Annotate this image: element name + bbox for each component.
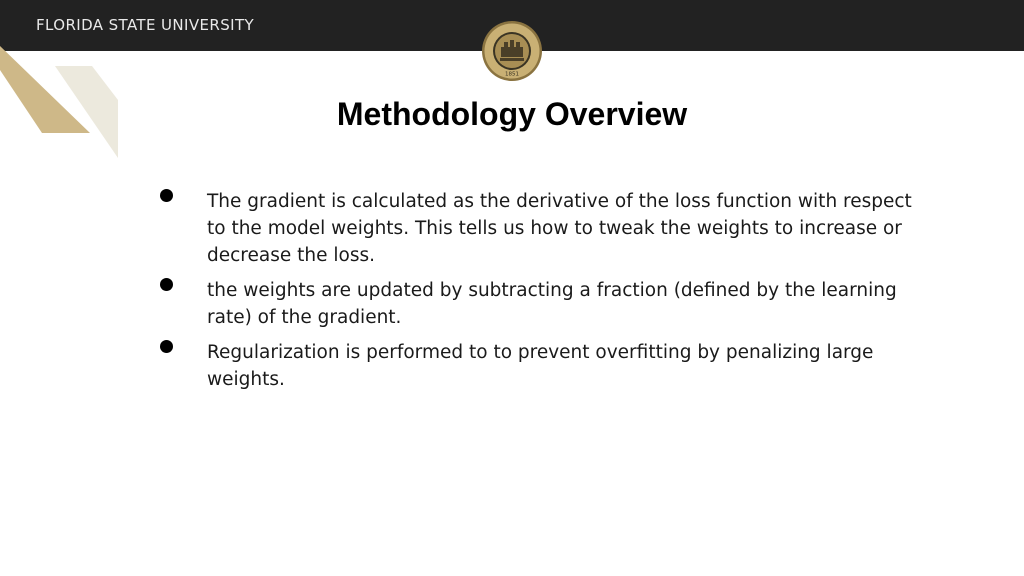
bullet-dot-icon (160, 278, 173, 291)
slide-title: Methodology Overview (336, 96, 688, 132)
bullet-item (158, 339, 918, 393)
bullet-text: The gradient is calculated as the derivative of the loss function with respect to the model weights. This tells us how to tweak the weights to increase or decrease the loss. (207, 191, 912, 266)
bullet-list (158, 188, 918, 401)
bullet-dot-icon (160, 189, 173, 202)
seal-year: 1851 (505, 71, 519, 78)
corner-decoration (0, 0, 130, 170)
bullet-text: Regularization is performed to to prevent overfitting by penalizing large weights. (207, 342, 874, 390)
bullet-dot-icon (160, 340, 173, 353)
bullet-item (158, 277, 918, 331)
university-seal (481, 20, 543, 82)
bullet-text: the weights are updated by subtracting a fraction (defined by the learning rate) of the gradient. (207, 280, 897, 328)
university-name: FLORIDA STATE UNIVERSITY (36, 16, 255, 34)
bullet-item (158, 188, 918, 269)
